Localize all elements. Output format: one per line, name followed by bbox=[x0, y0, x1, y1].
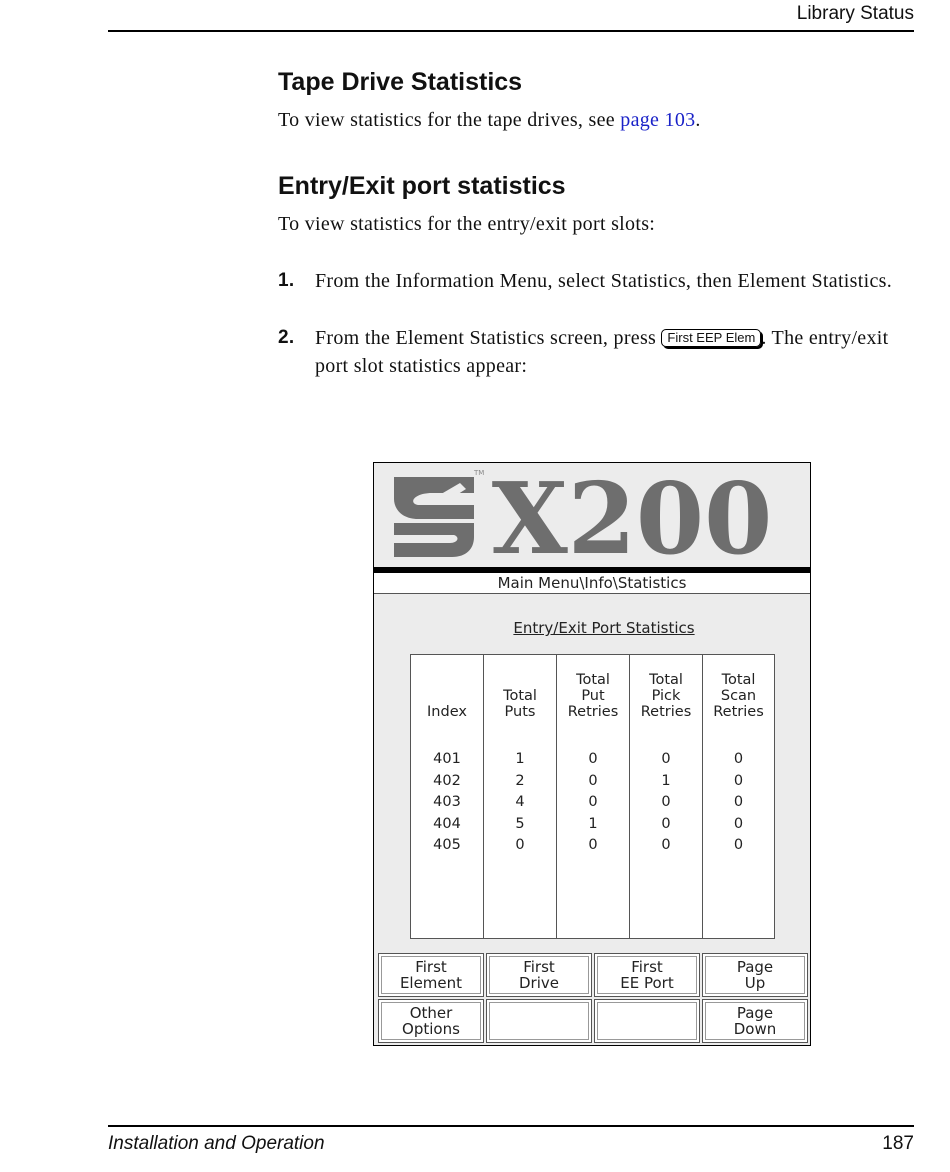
column-total-scan-retries bbox=[703, 655, 774, 938]
first-eep-elem-key: First EEP Elem bbox=[661, 329, 761, 347]
soft-buttons bbox=[376, 951, 808, 1043]
page-down-button[interactable]: Page Down bbox=[702, 999, 808, 1043]
first-element-button[interactable]: First Element bbox=[378, 953, 484, 997]
heading-eep-statistics: Entry/Exit port statistics bbox=[278, 172, 566, 200]
header-rule bbox=[108, 30, 914, 32]
tape-period: . bbox=[695, 109, 701, 131]
column-values: 1 2 4 5 0 bbox=[515, 751, 525, 853]
footer-title: Installation and Operation bbox=[108, 1133, 325, 1154]
step-1 bbox=[278, 267, 908, 295]
column-index bbox=[411, 655, 484, 938]
footer-rule bbox=[108, 1125, 914, 1127]
screen-title: Entry/Exit Port Statistics bbox=[513, 619, 695, 637]
tape-paragraph bbox=[278, 106, 908, 134]
content bbox=[278, 66, 908, 380]
first-drive-button[interactable]: First Drive bbox=[486, 953, 592, 997]
logo-brand: X200 bbox=[491, 463, 773, 567]
page-103-link[interactable]: page 103 bbox=[620, 109, 696, 131]
column-header: Index bbox=[427, 704, 467, 720]
column-header: Total Puts bbox=[503, 688, 537, 720]
blank-button-2[interactable] bbox=[594, 999, 700, 1043]
page-up-button[interactable]: Page Up bbox=[702, 953, 808, 997]
trademark: TM bbox=[474, 469, 485, 477]
eep-intro: To view statistics for the entry/exit port slots: bbox=[278, 213, 656, 235]
step-text-after: . The entry/exit port slot statistics appear: bbox=[315, 327, 889, 377]
stats-table bbox=[410, 654, 775, 939]
step-2 bbox=[278, 324, 908, 380]
column-values: 0 0 0 1 0 bbox=[588, 751, 598, 853]
first-ee-port-button[interactable]: First EE Port bbox=[594, 953, 700, 997]
heading-tape-drive-statistics: Tape Drive Statistics bbox=[278, 68, 523, 96]
column-values: 0 0 0 0 0 bbox=[733, 751, 744, 853]
column-total-puts bbox=[484, 655, 557, 938]
running-header: Library Status bbox=[796, 3, 914, 24]
step-number: 1. bbox=[278, 270, 295, 291]
column-total-pick-retries bbox=[630, 655, 703, 938]
page-number: 187 bbox=[882, 1133, 914, 1154]
breadcrumb: Main Menu\Info\Statistics bbox=[374, 573, 810, 594]
step-number: 2. bbox=[278, 327, 295, 348]
step-text: From the Information Menu, select Statistics, then Element Statistics. bbox=[315, 270, 893, 292]
column-values: 401 402 403 404 405 bbox=[433, 751, 461, 853]
column-header: Total Put Retries bbox=[567, 672, 619, 720]
blank-button-1[interactable] bbox=[486, 999, 592, 1043]
column-total-put-retries bbox=[557, 655, 630, 938]
column-header: Total Pick Retries bbox=[640, 672, 692, 720]
emblem-icon bbox=[394, 477, 474, 557]
x200-logo-graphic bbox=[374, 463, 810, 567]
library-screen bbox=[373, 462, 811, 1046]
x200-logo bbox=[374, 463, 810, 567]
other-options-button[interactable]: Other Options bbox=[378, 999, 484, 1043]
column-header: Total Scan Retries bbox=[713, 672, 764, 720]
tape-text: To view statistics for the tape drives, see bbox=[278, 109, 621, 131]
step-text: From the Element Statistics screen, press bbox=[315, 327, 662, 349]
column-values: 0 1 0 0 0 bbox=[661, 751, 671, 853]
